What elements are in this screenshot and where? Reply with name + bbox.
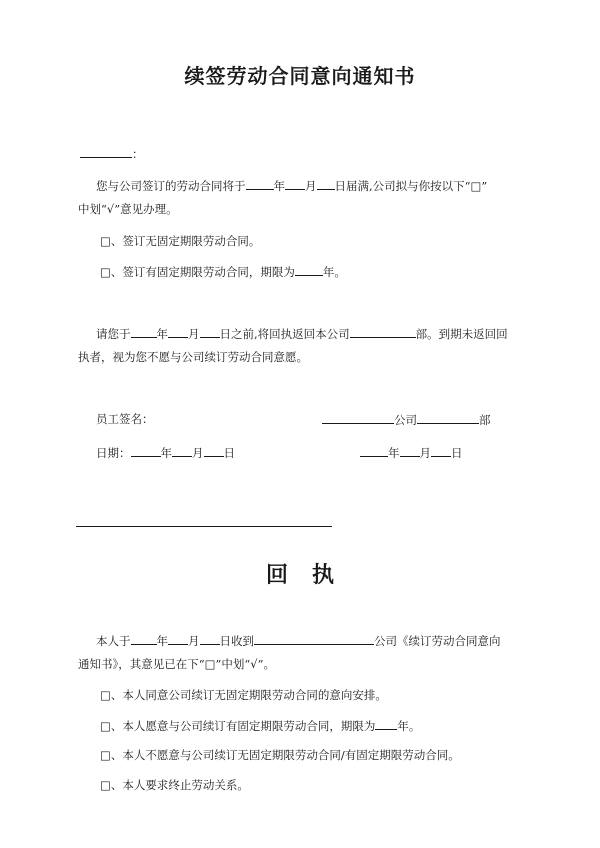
checkbox[interactable]: □ [100,719,111,733]
addressee-blank[interactable] [80,146,132,158]
receipt-company-blank[interactable] [254,633,374,645]
receipt-month-blank[interactable] [168,633,188,645]
checkbox[interactable]: □ [100,265,111,279]
expiry-month-blank[interactable] [285,178,305,190]
checkbox[interactable]: □ [100,778,111,792]
company-date: 年 月 日 [360,445,463,460]
receipt-day-blank[interactable] [200,633,220,645]
receipt-intro-line-1: 本人于 年 月 日收到 公司《续订劳动合同意向 [96,634,501,648]
notice-intro-line-1: 您与公司签订的劳动合同将于 年 月 日届满,公司拟与你按以下“□” [96,179,488,193]
receipt-intro-line-2: 通知书》，其意见已在下“□”中划“√”。 [78,657,275,671]
receipt-option-agree-unfixed[interactable]: □、本人同意公司续订无固定期限劳动合同的意向安排。 [100,688,387,702]
sign-day-blank[interactable] [204,445,224,457]
receipt-option-decline[interactable]: □、本人不愿意与公司续订无固定期限劳动合同/有固定期限劳动合同。 [100,748,460,762]
company-month-blank[interactable] [400,445,420,457]
receipt-year-blank[interactable] [131,633,157,645]
salutation-line [80,146,144,161]
deadline-month-blank[interactable] [168,326,188,338]
checkbox[interactable]: □ [100,688,111,702]
document-title: 续签劳动合同意向通知书 [184,64,416,88]
expiry-day-blank[interactable] [317,178,335,190]
deadline-year-blank[interactable] [131,326,157,338]
sign-year-blank[interactable] [131,445,161,457]
salutation-colon: ： [132,147,144,161]
company-name-blank[interactable] [322,412,394,424]
checkbox[interactable]: □ [100,234,111,248]
expiry-year-blank[interactable] [246,178,274,190]
term-years-blank[interactable] [295,264,323,276]
deadline-day-blank[interactable] [200,326,220,338]
employee-signature-label: 员工签名： [96,412,154,426]
reply-deadline-line-1: 请您于 年 月 日之前,将回执返回本公司 部。到期未返回回 [96,327,508,341]
company-day-blank[interactable] [431,445,451,457]
department-name-blank[interactable] [417,412,479,424]
receipt-option-terminate[interactable]: □、本人要求终止劳动关系。 [100,778,249,792]
reply-deadline-line-2: 执者，视为您不愿与公司续订劳动合同意愿。 [78,350,308,364]
tear-off-divider [76,526,332,527]
company-year-blank[interactable] [360,445,388,457]
checkbox[interactable]: □ [100,748,111,762]
notice-option-unfixed[interactable]: □、签订无固定期限劳动合同。 [100,234,261,248]
receipt-term-blank[interactable] [375,718,397,730]
company-signature: 公司 部 [322,412,491,427]
receipt-option-agree-fixed[interactable]: □、本人愿意与公司续订有固定期限劳动合同，期限为 年。 [100,719,421,733]
department-blank[interactable] [350,326,416,338]
sign-month-blank[interactable] [172,445,192,457]
employee-date: 日期： 年 月 日 [96,446,235,460]
notice-intro-line-2: 中划“√”意见办理。 [78,202,178,216]
receipt-title: 回 执 [265,563,335,588]
notice-option-fixed[interactable]: □、签订有固定期限劳动合同，期限为 年。 [100,265,346,279]
